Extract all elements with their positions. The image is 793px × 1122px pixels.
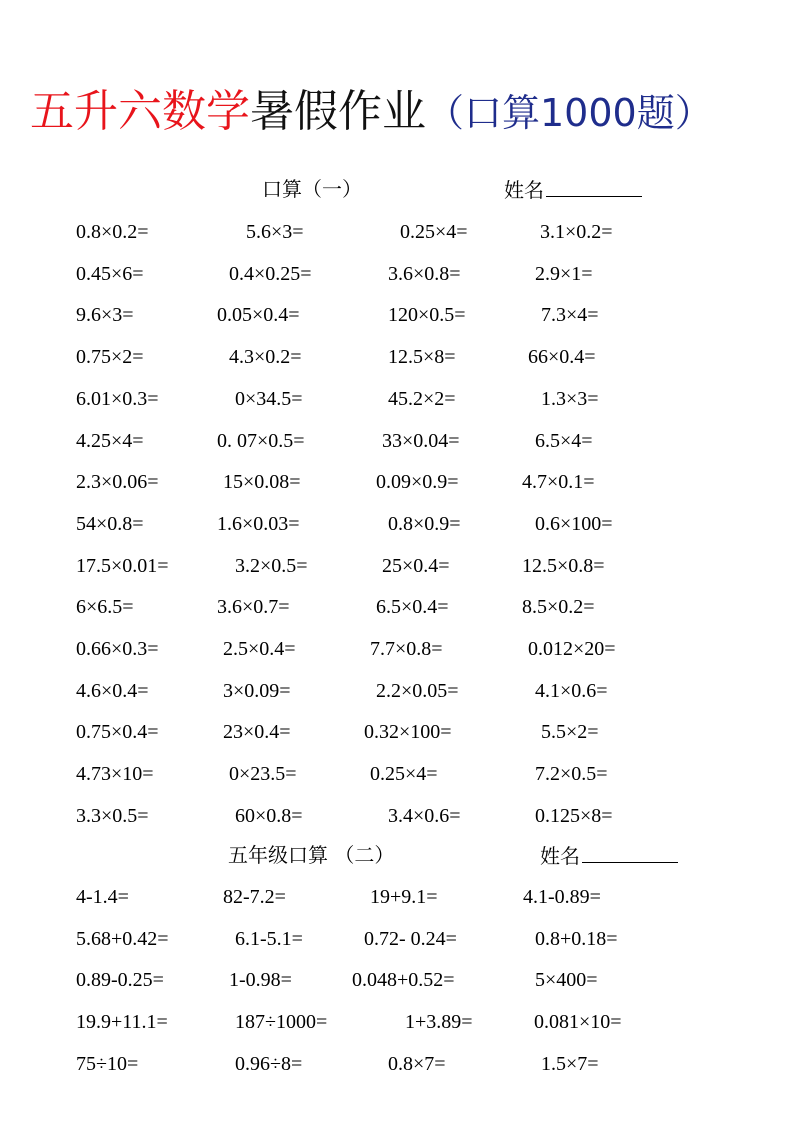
arithmetic-problem: 0.75×2= [76,346,144,369]
section2-name-label: 姓名 [540,844,580,868]
title-blue-part: （口算1000题） [426,91,713,135]
arithmetic-problem: 0×34.5= [235,387,303,410]
section1-heading: 口算（一） [262,177,362,201]
arithmetic-problem: 5.5×2= [541,721,599,744]
problem-row [0,802,793,830]
arithmetic-problem: 33×0.04= [382,429,460,452]
arithmetic-problem: 0.09×0.9= [376,471,459,494]
arithmetic-problem: 4.73×10= [76,763,154,786]
problem-row [0,552,793,580]
arithmetic-problem: 54×0.8= [76,512,144,535]
arithmetic-problem: 2.2×0.05= [376,679,459,702]
arithmetic-problem: 75÷10= [76,1052,139,1075]
problem-row [0,385,793,413]
problem-row [0,593,793,621]
arithmetic-problem: 25×0.4= [382,554,450,577]
arithmetic-problem: 17.5×0.01= [76,554,169,577]
arithmetic-problem: 23×0.4= [223,721,291,744]
title-red-part: 五升六数学 [30,86,250,137]
arithmetic-problem: 0.96÷8= [235,1052,303,1075]
arithmetic-problem: 5.68+0.42= [76,927,169,950]
arithmetic-problem: 0.66×0.3= [76,638,159,660]
arithmetic-problem: 1.6×0.03= [217,512,300,535]
arithmetic-problem: 3.6×0.8= [388,262,461,285]
arithmetic-problem: 3×0.09= [223,679,291,702]
arithmetic-problem: 2.5×0.4= [223,638,296,660]
arithmetic-problem: 9.6×3= [76,304,134,327]
arithmetic-problem: 120×0.5= [388,304,466,327]
arithmetic-problem: 0.45×6= [76,262,144,285]
arithmetic-problem: 0.72- 0.24= [364,927,457,950]
problem-row [0,1050,793,1078]
arithmetic-problem: 4.3×0.2= [229,346,302,369]
arithmetic-problem: 2.3×0.06= [76,471,159,494]
problem-row [0,510,793,538]
arithmetic-problem: 19.9+11.1= [76,1011,168,1034]
arithmetic-problem: 4.1×0.6= [535,679,608,702]
arithmetic-problem: 1.5×7= [541,1052,599,1075]
arithmetic-problem: 4-1.4= [76,886,129,908]
arithmetic-problem: 3.4×0.6= [388,804,461,827]
section2-name-field [540,842,678,868]
arithmetic-problem: 3.1×0.2= [540,221,613,243]
arithmetic-problem: 0.012×20= [528,638,616,660]
arithmetic-problem: 6.5×0.4= [376,596,449,619]
section2-name-blank [582,842,678,863]
arithmetic-problem: 0.048+0.52= [352,969,455,992]
arithmetic-problem: 3.2×0.5= [235,554,308,577]
arithmetic-problem: 1+3.89= [405,1011,473,1034]
arithmetic-problem: 12.5×8= [388,346,456,369]
arithmetic-problem: 2.9×1= [535,262,593,285]
arithmetic-problem: 7.7×0.8= [370,638,443,660]
section1-name-label: 姓名 [504,178,544,202]
arithmetic-problem: 4.7×0.1= [522,471,595,494]
arithmetic-problem: 19+9.1= [370,886,438,908]
arithmetic-problem: 1.3×3= [541,387,599,410]
arithmetic-problem: 82-7.2= [223,886,286,908]
arithmetic-problem: 3.6×0.7= [217,596,290,619]
arithmetic-problem: 15×0.08= [223,471,301,494]
arithmetic-problem: 6.1-5.1= [235,927,303,950]
arithmetic-problem: 0.125×8= [535,804,613,827]
problem-row [0,427,793,455]
arithmetic-problem: 0.4×0.25= [229,262,312,285]
arithmetic-problem: 66×0.4= [528,346,596,369]
problem-row [0,760,793,788]
section1-name-field [504,176,642,202]
problem-row [0,1008,793,1036]
problem-row [0,883,793,911]
arithmetic-problem: 0.8+0.18= [535,927,618,950]
arithmetic-problem: 3.3×0.5= [76,804,149,827]
arithmetic-problem: 0.75×0.4= [76,721,159,744]
arithmetic-problem: 0.25×4= [370,763,438,786]
arithmetic-problem: 0.8×7= [388,1052,446,1075]
problem-row [0,925,793,953]
arithmetic-problem: 6.01×0.3= [76,387,159,410]
arithmetic-problem: 187÷1000= [235,1011,328,1034]
arithmetic-problem: 4.25×4= [76,429,144,452]
arithmetic-problem: 0.05×0.4= [217,304,300,327]
arithmetic-problem: 7.2×0.5= [535,763,608,786]
arithmetic-problem: 6×6.5= [76,596,134,619]
arithmetic-problem: 12.5×0.8= [522,554,605,577]
problem-row [0,218,793,246]
arithmetic-problem: 60×0.8= [235,804,303,827]
arithmetic-problem: 0. 07×0.5= [217,429,305,452]
problem-row [0,718,793,746]
section2-heading: 五年级口算 （二） [228,843,395,867]
problem-row [0,468,793,496]
arithmetic-problem: 0.8×0.2= [76,221,149,243]
arithmetic-problem: 0.89-0.25= [76,969,164,992]
problem-row [0,966,793,994]
problem-row [0,260,793,288]
arithmetic-problem: 0.6×100= [535,512,613,535]
arithmetic-problem: 1-0.98= [229,969,292,992]
arithmetic-problem: 0.32×100= [364,721,452,744]
arithmetic-problem: 5×400= [535,969,598,992]
arithmetic-problem: 0×23.5= [229,763,297,786]
section1-name-blank [546,176,642,197]
title-black-part: 暑假作业 [250,86,426,137]
arithmetic-problem: 5.6×3= [246,221,304,243]
arithmetic-problem: 6.5×4= [535,429,593,452]
arithmetic-problem: 0.8×0.9= [388,512,461,535]
arithmetic-problem: 0.25×4= [400,221,468,243]
arithmetic-problem: 0.081×10= [534,1011,622,1034]
arithmetic-problem: 8.5×0.2= [522,596,595,619]
arithmetic-problem: 7.3×4= [541,304,599,327]
problem-row [0,677,793,705]
problem-row [0,635,793,663]
problem-row [0,343,793,371]
arithmetic-problem: 4.6×0.4= [76,679,149,702]
worksheet-title [30,82,780,142]
arithmetic-problem: 45.2×2= [388,387,456,410]
problem-row [0,301,793,329]
arithmetic-problem: 4.1-0.89= [523,886,601,908]
